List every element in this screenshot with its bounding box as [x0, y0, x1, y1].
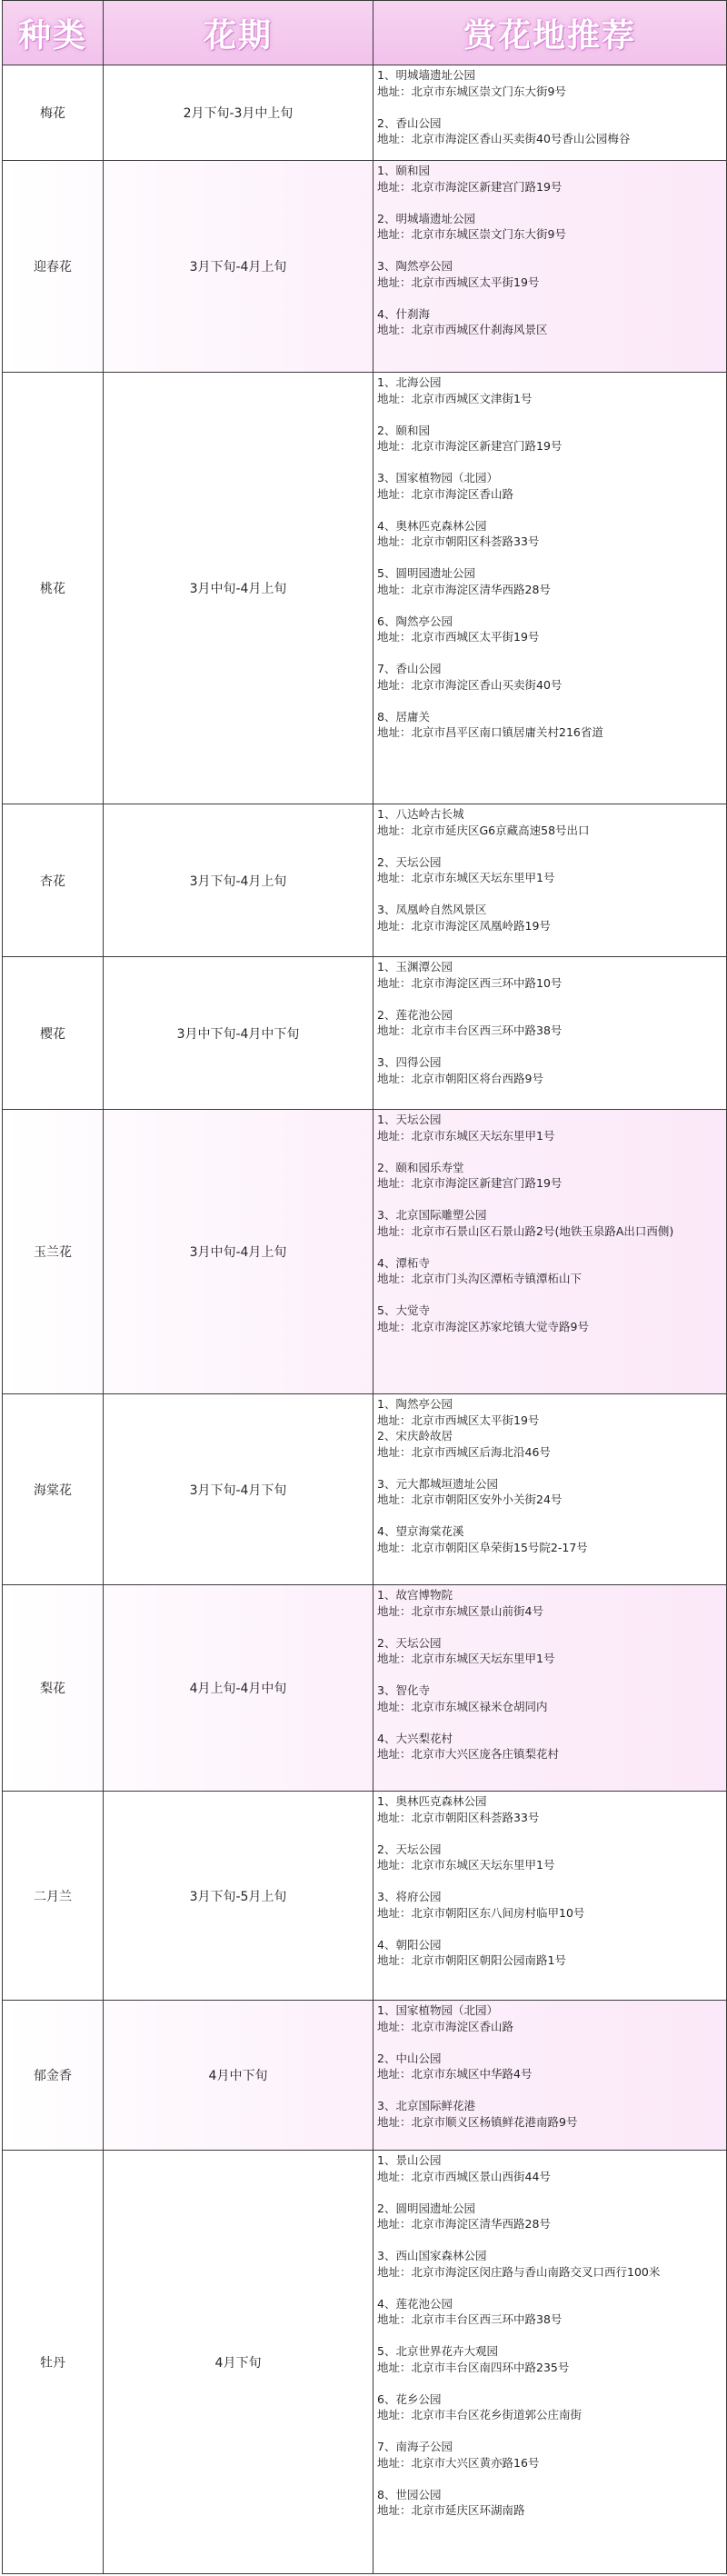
place-address: 地址：北京市海淀区凤凰岭路19号 — [377, 918, 551, 933]
place-name: 3、西山国家森林公园 — [377, 2249, 487, 2262]
place-item — [377, 1255, 722, 1287]
bloom-period: 4月下旬 — [104, 2151, 373, 2573]
recommended-places — [373, 1792, 726, 2000]
place-item — [377, 1303, 722, 1334]
place-address: 地址：北京市石景山区石景山路2号(地铁玉泉路A出口西侧) — [377, 1223, 674, 1238]
table-row — [3, 2151, 726, 2574]
place-address: 地址：北京市朝阳区朝阳公园南路1号 — [377, 1953, 566, 1967]
place-address: 地址：北京市海淀区闵庄路与香山南路交叉口西行100米 — [377, 2264, 661, 2279]
place-address: 地址：北京市东城区崇文门东大街9号 — [377, 227, 566, 241]
place-name: 2、天坛公园 — [377, 1635, 442, 1650]
place-item — [377, 1682, 722, 1714]
place-item — [377, 1160, 722, 1192]
place-item — [377, 1112, 722, 1143]
place-address: 地址：北京市丰台区花乡街道郭公庄南街 — [377, 2408, 583, 2421]
place-item — [377, 306, 722, 338]
place-address: 地址：北京市东城区景山前街4号 — [377, 1603, 543, 1618]
place-name: 3、凤凰岭自然风景区 — [377, 903, 487, 916]
table-body — [3, 65, 726, 2574]
place-address: 地址：北京市大兴区庞各庄镇梨花村 — [377, 1747, 560, 1761]
place-item — [377, 1396, 722, 1428]
place-item — [377, 1731, 722, 1762]
place-name: 1、八达岭古长城 — [377, 807, 464, 821]
place-name: 4、朝阳公园 — [377, 1937, 442, 1952]
place-name: 3、陶然亭公园 — [377, 259, 453, 273]
table-row — [3, 957, 726, 1110]
place-address: 地址：北京市东城区天坛东里甲1号 — [377, 1128, 555, 1143]
table-row — [3, 1585, 726, 1792]
place-address: 地址：北京市西城区后海北沿46号 — [377, 1444, 551, 1459]
recommended-places — [373, 161, 726, 372]
place-address: 地址：北京市延庆区G6京藏高速58号出口 — [377, 823, 590, 837]
place-item — [377, 1889, 722, 1921]
place-name: 2、圆明园遗址公园 — [377, 2201, 475, 2215]
place-address: 地址：北京市海淀区新建宫门路19号 — [377, 1176, 563, 1190]
place-address: 地址：北京市海淀区新建宫门路19号 — [377, 179, 563, 194]
place-name: 2、香山公园 — [377, 115, 442, 130]
place-address: 地址：北京市朝阳区科荟路33号 — [377, 534, 540, 548]
table-row — [3, 65, 726, 161]
place-name: 1、玉渊潭公园 — [377, 960, 453, 973]
place-item — [377, 374, 722, 406]
flower-type: 玉兰花 — [3, 1110, 104, 1393]
place-address: 地址：北京市东城区天坛东里甲1号 — [377, 871, 555, 884]
flower-type: 海棠花 — [3, 1394, 104, 1584]
place-name: 1、明城墙遗址公园 — [377, 68, 475, 82]
place-address: 地址：北京市海淀区清华西路28号 — [377, 582, 551, 596]
place-item — [377, 2152, 722, 2184]
flower-viewing-table — [2, 0, 727, 2574]
place-name: 2、天坛公园 — [377, 854, 442, 869]
place-item — [377, 2051, 722, 2082]
place-item — [377, 2391, 722, 2423]
place-name: 1、故宫博物院 — [377, 1588, 453, 1602]
recommended-places — [373, 1585, 726, 1791]
place-address: 地址：北京市西城区文津街1号 — [377, 391, 533, 405]
flower-type: 杏花 — [3, 804, 104, 956]
place-address: 地址：北京市西城区太平街19号 — [377, 630, 540, 644]
header-places: 赏花地推荐 — [463, 16, 636, 55]
place-item — [377, 470, 722, 502]
recommended-places — [373, 373, 726, 804]
place-address: 地址：北京市丰台区南四环中路235号 — [377, 2360, 570, 2374]
table-row — [3, 161, 726, 373]
bloom-period: 3月下旬-4月上旬 — [104, 804, 373, 956]
flower-type: 迎春花 — [3, 161, 104, 372]
place-name: 2、颐和园乐寿堂 — [377, 1160, 464, 1174]
place-item — [377, 959, 722, 991]
place-name: 6、陶然亭公园 — [377, 614, 453, 628]
place-name: 7、香山公园 — [377, 662, 442, 675]
place-name: 2、明城墙遗址公园 — [377, 211, 475, 225]
place-name: 2、颐和园 — [377, 423, 430, 437]
place-address: 地址：北京市海淀区新建宫门路19号 — [377, 439, 563, 453]
place-item — [377, 1054, 722, 1086]
flower-type: 桃花 — [3, 373, 104, 804]
flower-type: 梨花 — [3, 1585, 104, 1791]
place-item — [377, 1207, 722, 1239]
recommended-places — [373, 65, 726, 160]
place-address: 地址：北京市海淀区苏家坨镇大觉寺路9号 — [377, 1319, 589, 1333]
bloom-period: 3月下旬-4月上旬 — [104, 161, 373, 372]
place-address: 地址：北京市朝阳区安外小关街24号 — [377, 1493, 563, 1506]
place-item — [377, 1842, 722, 1873]
place-item — [377, 1523, 722, 1555]
place-item — [377, 1428, 722, 1460]
header-period: 花期 — [104, 1, 373, 65]
place-item — [377, 2487, 722, 2519]
flower-type: 郁金香 — [3, 2001, 104, 2150]
place-item — [377, 2296, 722, 2328]
bloom-period: 3月下旬-5月上旬 — [104, 1792, 373, 2000]
place-address: 地址：北京市朝阳区科荟路33号 — [377, 1810, 540, 1824]
header-type: 种类 — [3, 1, 104, 65]
place-item — [377, 2002, 722, 2034]
bloom-period: 4月上旬-4月中旬 — [104, 1585, 373, 1791]
place-name: 3、将府公园 — [377, 1890, 442, 1903]
place-name: 4、潭柘寺 — [377, 1255, 430, 1270]
place-name: 4、莲花池公园 — [377, 2296, 453, 2311]
place-item — [377, 67, 722, 99]
place-item — [377, 423, 722, 454]
place-name: 2、天坛公园 — [377, 1842, 442, 1856]
table-header — [3, 0, 726, 65]
place-name: 5、大觉寺 — [377, 1303, 430, 1317]
place-item — [377, 115, 722, 147]
place-address: 地址：北京市东城区天坛东里甲1号 — [377, 1858, 555, 1872]
place-address: 地址：北京市西城区太平街19号 — [377, 1413, 540, 1427]
place-name: 8、居庸关 — [377, 709, 430, 724]
place-name: 1、奥林匹克森林公园 — [377, 1794, 487, 1808]
place-name: 3、北京国际雕塑公园 — [377, 1208, 487, 1222]
place-address: 地址：北京市海淀区香山买卖街40号香山公园梅谷 — [377, 132, 631, 145]
place-name: 4、什刹海 — [377, 306, 430, 321]
place-name: 3、智化寺 — [377, 1683, 430, 1697]
recommended-places — [373, 1394, 726, 1584]
place-address: 地址：北京市东城区天坛东里甲1号 — [377, 1652, 555, 1665]
place-item — [377, 2343, 722, 2375]
place-address: 地址：北京市延庆区环湖南路 — [377, 2503, 525, 2517]
place-address: 地址：北京市顺义区杨镇鲜花港南路9号 — [377, 2114, 578, 2129]
place-item — [377, 2439, 722, 2471]
place-address: 地址：北京市大兴区黄亦路16号 — [377, 2455, 540, 2470]
place-item — [377, 1007, 722, 1039]
place-item — [377, 518, 722, 550]
place-address: 地址：北京市东城区中华路4号 — [377, 2067, 533, 2081]
table-row — [3, 373, 726, 804]
place-name: 4、望京海棠花溪 — [377, 1524, 464, 1538]
bloom-period: 3月中旬-4月上旬 — [104, 1110, 373, 1393]
place-name: 6、花乡公园 — [377, 2391, 442, 2406]
place-address: 地址：北京市丰台区西三环中路38号 — [377, 2312, 563, 2326]
recommended-places — [373, 957, 726, 1109]
place-address: 地址：北京市丰台区西三环中路38号 — [377, 1023, 563, 1037]
place-name: 2、莲花池公园 — [377, 1007, 453, 1022]
place-name: 3、元大都城垣遗址公园 — [377, 1476, 498, 1491]
place-item — [377, 565, 722, 597]
place-address: 地址：北京市西城区景山西街44号 — [377, 2169, 551, 2183]
bloom-period: 4月中下旬 — [104, 2001, 373, 2150]
place-name: 3、国家植物园（北园） — [377, 471, 498, 484]
place-item — [377, 2201, 722, 2232]
recommended-places — [373, 2151, 726, 2573]
place-item — [377, 1793, 722, 1825]
place-name: 1、北海公园 — [377, 375, 442, 389]
place-address: 地址：北京市海淀区清华西路28号 — [377, 2217, 551, 2231]
place-item — [377, 854, 722, 886]
place-item — [377, 258, 722, 290]
bloom-period: 3月中旬-4月上旬 — [104, 373, 373, 804]
place-name: 5、北京世界花卉大观园 — [377, 2344, 498, 2358]
bloom-period: 3月中下旬-4月中下旬 — [104, 957, 373, 1109]
place-address: 地址：北京市昌平区南口镇居庸关村216省道 — [377, 725, 603, 739]
recommended-places — [373, 2001, 726, 2150]
place-item — [377, 806, 722, 838]
table-row — [3, 1792, 726, 2001]
place-address: 地址：北京市门头沟区潭柘寺镇潭柘山下 — [377, 1272, 583, 1285]
place-name: 2、宋庆龄故居 — [377, 1429, 453, 1443]
place-name: 1、天坛公园 — [377, 1113, 442, 1126]
table-row — [3, 804, 726, 957]
place-name: 1、国家植物园（北园） — [377, 2003, 498, 2017]
place-address: 地址：北京市海淀区西三环中路10号 — [377, 975, 563, 990]
place-address: 地址：北京市朝阳区阜荣街15号院2-17号 — [377, 1540, 588, 1554]
place-item — [377, 211, 722, 243]
place-name: 3、北京国际鲜花港 — [377, 2099, 475, 2112]
place-name: 3、四得公园 — [377, 1055, 442, 1069]
flower-type: 二月兰 — [3, 1792, 104, 2000]
place-address: 地址：北京市东城区禄米仓胡同内 — [377, 1699, 548, 1713]
place-name: 5、圆明园遗址公园 — [377, 566, 475, 580]
place-item — [377, 2248, 722, 2280]
place-item — [377, 1635, 722, 1667]
flower-type: 樱花 — [3, 957, 104, 1109]
bloom-period: 3月下旬-4月下旬 — [104, 1394, 373, 1584]
place-name: 4、奥林匹克森林公园 — [377, 518, 487, 533]
place-address: 地址：北京市海淀区香山路 — [377, 486, 514, 501]
flower-type: 梅花 — [3, 65, 104, 160]
place-item — [377, 661, 722, 693]
place-item — [377, 614, 722, 645]
place-item — [377, 163, 722, 195]
table-row — [3, 1394, 726, 1585]
place-address: 地址：北京市朝阳区东八间房村临甲10号 — [377, 1905, 585, 1920]
place-name: 4、大兴梨花村 — [377, 1731, 453, 1745]
place-address: 地址：北京市东城区崇文门东大街9号 — [377, 84, 566, 98]
place-address: 地址：北京市朝阳区将台西路9号 — [377, 1071, 543, 1085]
place-name: 1、景山公园 — [377, 2153, 442, 2167]
place-name: 8、世园公园 — [377, 2487, 442, 2501]
place-item — [377, 1587, 722, 1619]
place-name: 1、陶然亭公园 — [377, 1397, 453, 1411]
place-address: 地址：北京市西城区太平街19号 — [377, 275, 540, 289]
flower-type: 牡丹 — [3, 2151, 104, 2573]
place-item — [377, 1937, 722, 1969]
place-item — [377, 1476, 722, 1508]
recommended-places — [373, 804, 726, 956]
bloom-period: 2月下旬-3月中上旬 — [104, 65, 373, 160]
place-address: 地址：北京市西城区什刹海风景区 — [377, 323, 548, 336]
place-name: 7、南海子公园 — [377, 2440, 453, 2453]
recommended-places — [373, 1110, 726, 1393]
place-address: 地址：北京市海淀区香山路 — [377, 2019, 514, 2033]
place-address: 地址：北京市海淀区香山买卖街40号 — [377, 677, 563, 692]
place-item — [377, 2098, 722, 2130]
place-name: 2、中山公园 — [377, 2051, 442, 2065]
place-name: 1、颐和园 — [377, 164, 430, 177]
place-item — [377, 709, 722, 741]
place-item — [377, 902, 722, 934]
table-row — [3, 1110, 726, 1394]
table-row — [3, 2001, 726, 2151]
